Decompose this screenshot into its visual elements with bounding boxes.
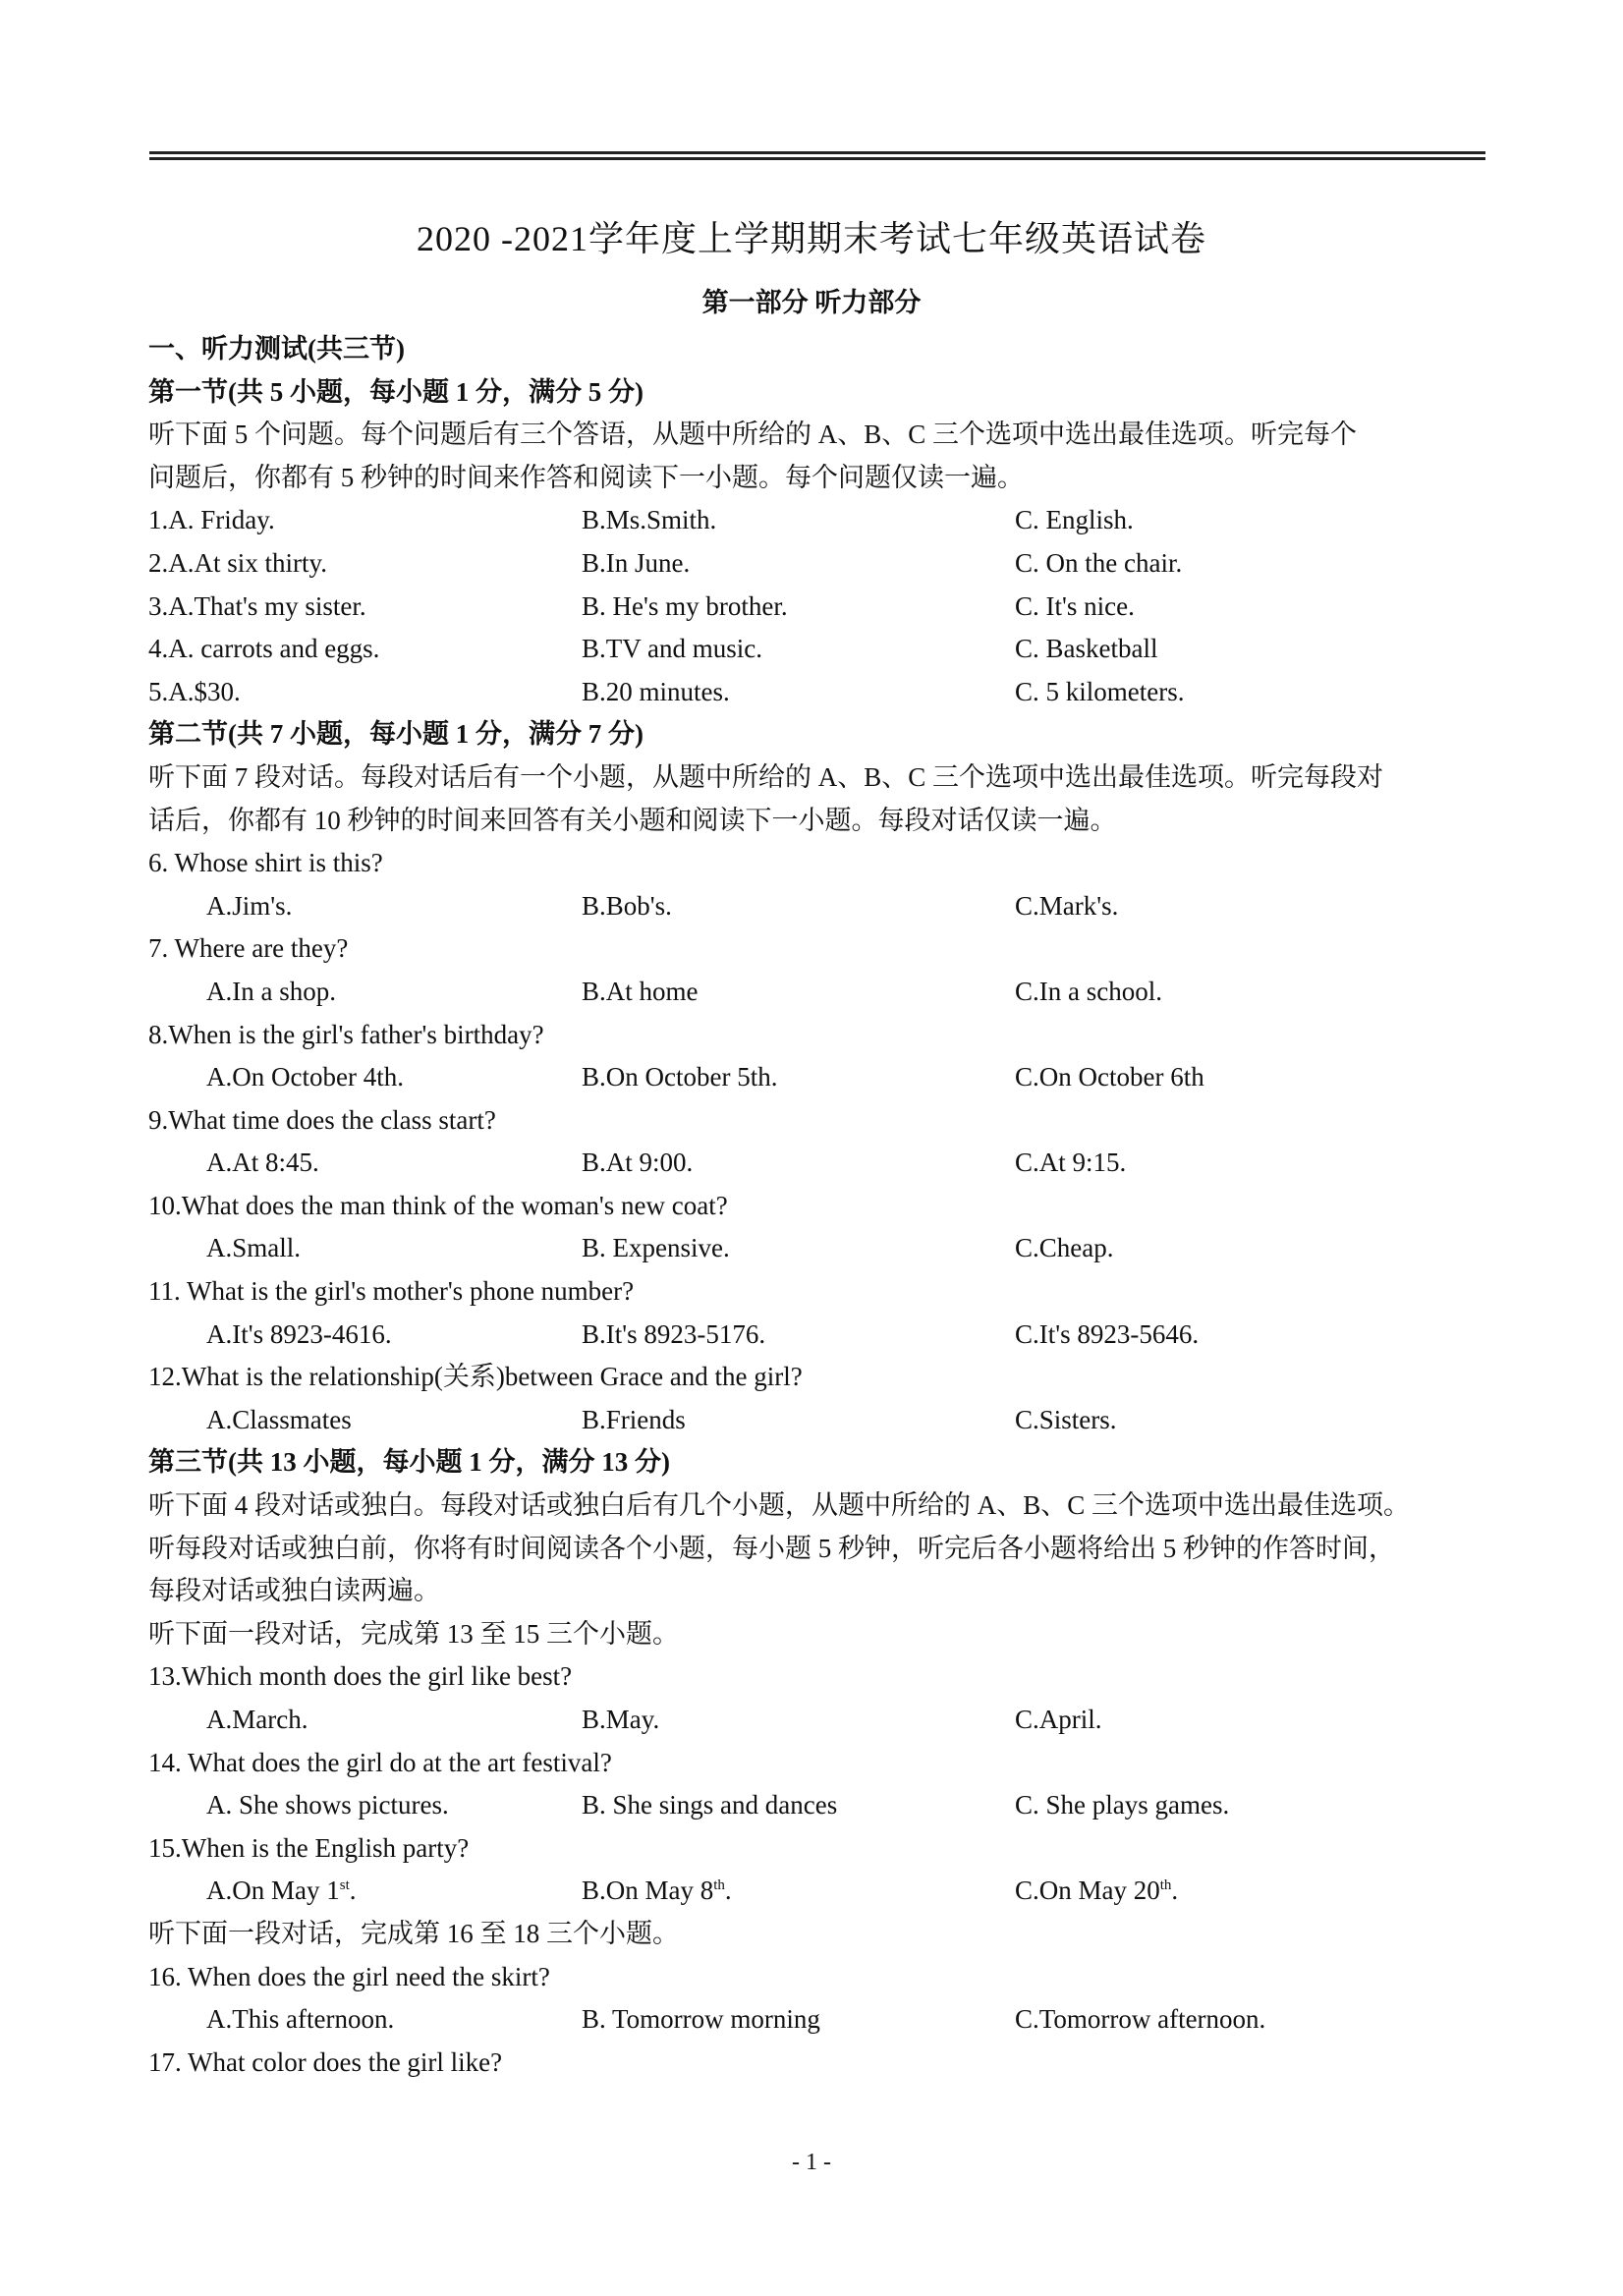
option-b: B.Ms.Smith.: [582, 505, 717, 535]
option-b: B.At home: [582, 976, 699, 1006]
option-b: [582, 1870, 1015, 1913]
options-row: [148, 971, 1486, 1014]
question-row: [148, 586, 1486, 629]
option-b: B.In June.: [582, 547, 691, 578]
options-row: [148, 1227, 1486, 1270]
option-c: C.In a school.: [1015, 976, 1162, 1006]
options-row: [148, 1998, 1486, 2042]
options-row: [148, 1142, 1486, 1185]
option-b: B.At 9:00.: [582, 1148, 694, 1178]
question-text: 14. What does the girl do at the art festival?: [148, 1747, 612, 1777]
question-row: [148, 542, 1486, 586]
option-a: 5.A.$30.: [148, 676, 241, 706]
section-2-instructions-line: 话后，你都有 10 秒钟的时间来回答有关小题和阅读下一小题。每段对话仅读一遍。: [148, 805, 1117, 835]
section-3-instructions-line: 每段对话或独白读两遍。: [148, 1576, 440, 1606]
option-c: C. English.: [1015, 505, 1134, 535]
question-text: 8.When is the girl's father's birthday?: [148, 1019, 544, 1049]
option-a: A.This afternoon.: [206, 2004, 395, 2035]
dialogue-intro: 听下面一段对话，完成第 13 至 15 三个小题。: [148, 1618, 679, 1649]
question-text: 15.When is the English party?: [148, 1832, 470, 1863]
option-b: B. Expensive.: [582, 1233, 730, 1263]
option-a: A.Classmates: [206, 1404, 352, 1434]
option-b: B.May.: [582, 1705, 660, 1734]
section-3-heading: 第三节(共 13 小题，每小题 1 分，满分 13 分): [148, 1447, 670, 1478]
option-c: C. She plays games.: [1015, 1790, 1230, 1820]
option-b: B.Bob's.: [582, 890, 672, 921]
exam-title: 2020 -2021学年度上学期期末考试七年级英语试卷: [417, 219, 1206, 258]
option-a-end: .: [349, 1876, 357, 1906]
option-b-end: .: [724, 1876, 732, 1906]
question-row: [148, 671, 1486, 714]
option-a: A.March.: [206, 1705, 308, 1734]
option-b: B. She sings and dances: [582, 1790, 838, 1820]
question-text: 7. Where are they?: [148, 933, 349, 964]
section-1-instructions-line: 听下面 5 个问题。每个问题后有三个答语，从题中所给的 A、B、C 三个选项中选出最佳选项。听完每个: [148, 420, 1358, 450]
option-a: A.At 8:45.: [206, 1148, 319, 1178]
ordinal-suffix: th: [1159, 1877, 1172, 1894]
question-text: 17. What color does the girl like?: [148, 2046, 503, 2077]
option-a: A.In a shop.: [206, 976, 336, 1006]
question-text: 13.Which month does the girl like best?: [148, 1661, 573, 1692]
dialogue-intro: 听下面一段对话，完成第 16 至 18 三个小题。: [148, 1918, 679, 1948]
question-row: [148, 628, 1486, 671]
option-a-text: A.On May 1: [206, 1876, 340, 1906]
question-text: 16. When does the girl need the skirt?: [148, 1961, 550, 1991]
section-1-instructions-line: 问题后，你都有 5 秒钟的时间来作答和阅读下一小题。每个问题仅读一遍。: [148, 462, 1024, 492]
options-row: [148, 1056, 1486, 1099]
option-c: C.Tomorrow afternoon.: [1015, 2004, 1266, 2035]
option-c: C.On October 6th: [1015, 1062, 1204, 1092]
ordinal-suffix: th: [713, 1877, 725, 1894]
question-text: 12.What is the relationship(关系)between Grace and the girl?: [148, 1362, 803, 1392]
options-row: [148, 1699, 1486, 1742]
question-text: 10.What does the man think of the woman's new coat?: [148, 1190, 728, 1220]
option-c-text: C.On May 20: [1015, 1876, 1160, 1906]
option-c: C. Basketball: [1015, 634, 1158, 664]
option-c: C.Sisters.: [1015, 1404, 1117, 1434]
options-row: [148, 1399, 1486, 1442]
option-a: A. She shows pictures.: [206, 1790, 449, 1820]
option-a: A.On October 4th.: [206, 1062, 404, 1092]
option-c: C.Cheap.: [1015, 1233, 1114, 1263]
options-row: [148, 1870, 1486, 1913]
option-a: [206, 1870, 582, 1913]
option-b: B. Tomorrow morning: [582, 2004, 820, 2035]
option-a: 3.A.That's my sister.: [148, 590, 366, 621]
question-text: 11. What is the girl's mother's phone number?: [148, 1276, 635, 1307]
options-row: [148, 885, 1486, 928]
option-c: C. 5 kilometers.: [1015, 676, 1185, 706]
option-b: B.TV and music.: [582, 634, 762, 664]
section-heading: 一、听力测试(共三节): [148, 334, 405, 364]
question-text: 9.What time does the class start?: [148, 1104, 496, 1135]
option-b: B.Friends: [582, 1404, 686, 1434]
option-a: A.Jim's.: [206, 890, 293, 921]
option-c: C.It's 8923-5646.: [1015, 1318, 1200, 1349]
question-text: 6. Whose shirt is this?: [148, 848, 383, 878]
option-a: A.Small.: [206, 1233, 302, 1263]
option-c: C. It's nice.: [1015, 590, 1135, 621]
option-c: [1015, 1870, 1178, 1913]
option-c: C.April.: [1015, 1705, 1102, 1734]
option-c-end: .: [1171, 1876, 1179, 1906]
section-1-heading: 第一节(共 5 小题，每小题 1 分，满分 5 分): [148, 376, 644, 407]
section-3-instructions-line: 听每段对话或独白前，你将有时间阅读各个小题，每小题 5 秒钟，听完后各小题将给出 5 秒钟的作答时间，: [148, 1533, 1395, 1563]
option-b-text: B.On May 8: [582, 1876, 714, 1906]
option-a: 4.A. carrots and eggs.: [148, 634, 380, 664]
options-row: [148, 1784, 1486, 1827]
section-2-instructions-line: 听下面 7 段对话。每段对话后有一个小题，从题中所给的 A、B、C 三个选项中选出最佳选项。听完每段对: [148, 761, 1384, 792]
option-a: A.It's 8923-4616.: [206, 1318, 392, 1349]
header-rule-bottom: [149, 157, 1485, 160]
exam-content: [148, 328, 1486, 2084]
question-row: [148, 499, 1486, 542]
ordinal-suffix: st: [339, 1877, 350, 1894]
option-c: C.Mark's.: [1015, 890, 1119, 921]
option-b: B. He's my brother.: [582, 590, 788, 621]
option-a: 2.A.At six thirty.: [148, 547, 327, 578]
header-rule-top: [149, 151, 1485, 154]
section-3-instructions-line: 听下面 4 段对话或独白。每段对话或独白后有几个小题，从题中所给的 A、B、C 三个选项中选出最佳选项。: [148, 1490, 1411, 1521]
section-2-heading: 第二节(共 7 小题，每小题 1 分，满分 7 分): [148, 719, 644, 750]
option-b: B.20 minutes.: [582, 676, 730, 706]
part-heading: 第一部分 听力部分: [701, 288, 922, 317]
option-b: B.On October 5th.: [582, 1062, 778, 1092]
options-row: [148, 1314, 1486, 1357]
option-b: B.It's 8923-5176.: [582, 1318, 766, 1349]
option-c: C. On the chair.: [1015, 547, 1183, 578]
option-c: C.At 9:15.: [1015, 1148, 1127, 1178]
option-a: 1.A. Friday.: [148, 505, 275, 535]
page-number: - 1 -: [792, 2150, 831, 2175]
